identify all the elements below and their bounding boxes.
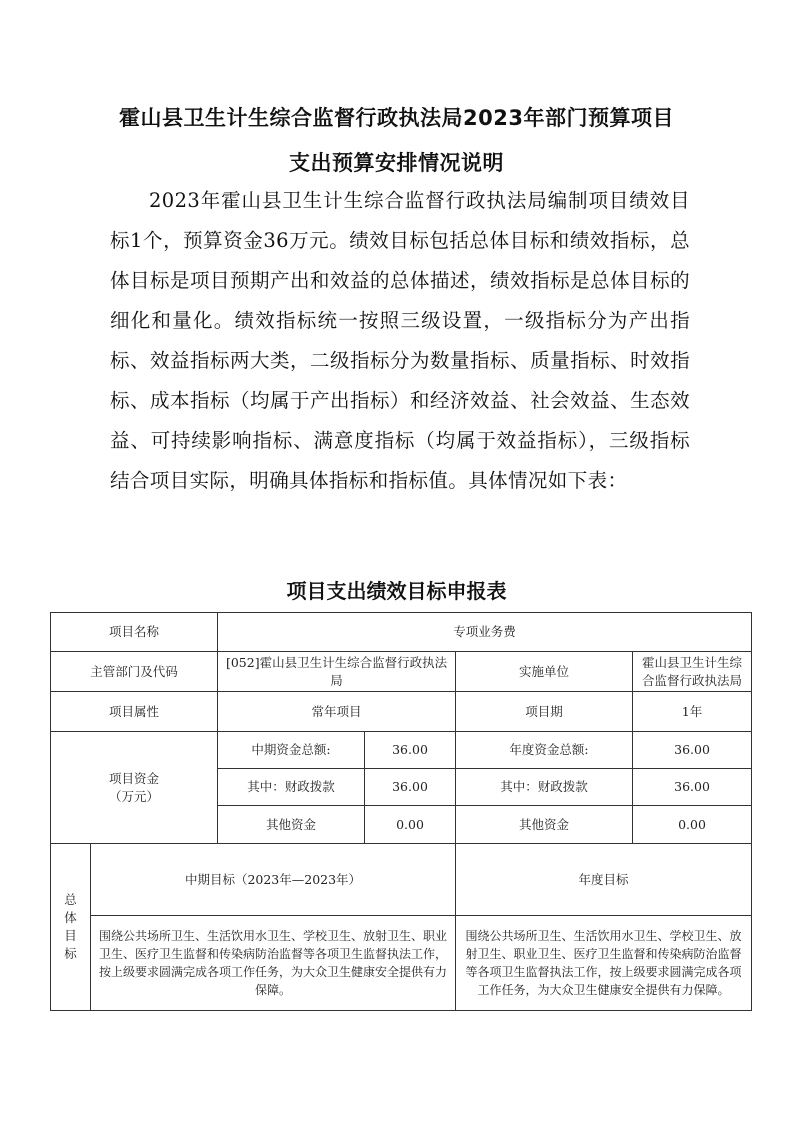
- impl-unit-label: 实施单位: [456, 652, 633, 692]
- performance-goal-table: [50, 612, 752, 1011]
- annual-other-label: 其他资金: [456, 806, 633, 844]
- table-row: [51, 844, 752, 916]
- period-value: 1年: [633, 692, 752, 732]
- overall-goal-label: [51, 844, 91, 1011]
- project-name-value: 专项业务费: [218, 613, 752, 652]
- table-row: [51, 916, 752, 1011]
- overall-goal-char: 体: [64, 910, 77, 925]
- table-row: [51, 613, 752, 652]
- overall-goal-char: 总: [64, 892, 77, 907]
- table-row: [51, 732, 752, 769]
- document-title-line-2: 支出预算安排情况说明: [289, 151, 504, 175]
- period-label: 项目期: [456, 692, 633, 732]
- dept-label: 主管部门及代码: [51, 652, 218, 692]
- annual-goal-header: 年度目标: [456, 844, 752, 916]
- intro-paragraph: 2023年霍山县卫生计生综合监督行政执法局编制项目绩效目标1个，预算资金36万元。绩效目标包括总体目标和绩效指标，总体目标是项目预期产出和效益的总体描述，绩效指标是总体目标的细化和量化。绩效指标统一按照三级设置，一级指标分为产出指标、效益指标两大类，二级指标分为数量指标、质量指标、时效指标、成本指标（均属于产出指标）和经济效益、社会效益、生态效益、可持续影响指标、满意度指标（均属于效益指标），三级指标结合项目实际，明确具体指标和指标值。具体情况如下表：: [110, 189, 690, 492]
- table-row: [51, 692, 752, 732]
- document-title-line-1: 霍山县卫生计生综合监督行政执法局2023年部门预算项目: [119, 106, 674, 130]
- overall-goal-char: 目: [64, 928, 77, 943]
- midterm-goal-text: 围绕公共场所卫生、生活饮用水卫生、学校卫生、放射卫生、职业卫生、医疗卫生监督和传染病防治监督等各项卫生监督执法工作，按上级要求圆满完成各项工作任务，为大众卫生健康安全提供有力保障。: [91, 916, 456, 1011]
- project-name-label: 项目名称: [51, 613, 218, 652]
- midterm-other-value: 0.00: [365, 806, 456, 844]
- funds-label: [51, 732, 218, 844]
- funds-label-line-1: 项目资金: [109, 770, 160, 786]
- attr-label: 项目属性: [51, 692, 218, 732]
- annual-total-label: 年度资金总额:: [456, 732, 633, 769]
- attr-value: 常年项目: [218, 692, 456, 732]
- table-title: 项目支出绩效目标申报表: [286, 579, 507, 603]
- midterm-other-label: 其他资金: [218, 806, 365, 844]
- impl-unit-line-1: 霍山县卫生计生综: [642, 654, 743, 670]
- annual-goal-text: 围绕公共场所卫生、生活饮用水卫生、学校卫生、放射卫生、职业卫生、医疗卫生监督和传染病防治监督等各项卫生监督执法工作，按上级要求圆满完成各项工作任务，为大众卫生健康安全提供有力保障。: [456, 916, 752, 1011]
- midterm-goal-header: 中期目标（2023年—2023年）: [91, 844, 456, 916]
- overall-goal-char: 标: [64, 946, 77, 961]
- annual-fiscal-label: 其中：财政拨款: [456, 769, 633, 806]
- table-row: [51, 652, 752, 692]
- funds-label-line-2: （万元）: [109, 788, 160, 804]
- dept-value: [052]霍山县卫生计生综合监督行政执法局: [218, 652, 456, 692]
- midterm-total-label: 中期资金总额:: [218, 732, 365, 769]
- annual-other-value: 0.00: [633, 806, 752, 844]
- midterm-total-value: 36.00: [365, 732, 456, 769]
- annual-total-value: 36.00: [633, 732, 752, 769]
- midterm-fiscal-label: 其中：财政拨款: [218, 769, 365, 806]
- impl-unit-value: [633, 652, 752, 692]
- impl-unit-line-2: 合监督行政执法局: [642, 672, 743, 688]
- midterm-fiscal-value: 36.00: [365, 769, 456, 806]
- annual-fiscal-value: 36.00: [633, 769, 752, 806]
